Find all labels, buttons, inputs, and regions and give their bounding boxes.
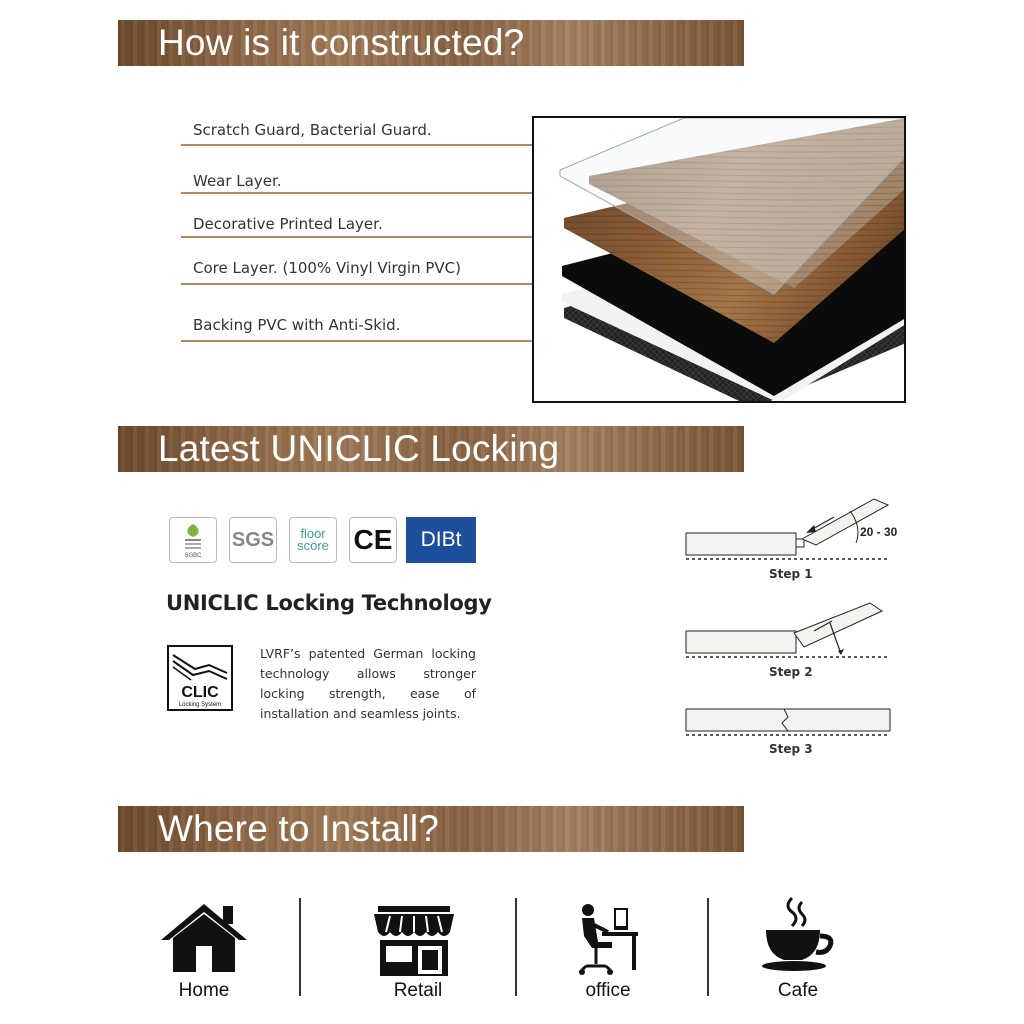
home-icon xyxy=(159,900,249,974)
layer-label-core: Core Layer. (100% Vinyl Virgin PVC) xyxy=(193,259,461,277)
uniclic-heading: UNICLIC Locking Technology xyxy=(166,591,492,615)
coffee-cup-icon xyxy=(758,896,838,974)
floorscore-line2: score xyxy=(297,538,329,553)
divider-2 xyxy=(515,898,517,996)
divider-1 xyxy=(299,898,301,996)
angle-label: 20 - 30 xyxy=(860,525,898,539)
layer-construction-diagram xyxy=(532,116,906,403)
section-banner-locking: Latest UNICLIC Locking Technology xyxy=(118,426,744,472)
floorscore-badge xyxy=(289,517,337,563)
clic-logo-text: CLIC xyxy=(181,684,219,701)
sgs-badge: SGS xyxy=(229,517,277,563)
office-desk-icon xyxy=(574,902,640,976)
section-banner-install: Where to Install? xyxy=(118,806,744,852)
clic-joint-icon xyxy=(169,647,231,709)
layer-label-scratch-guard: Scratch Guard, Bacterial Guard. xyxy=(193,121,432,139)
ce-mark-badge: CE xyxy=(349,517,397,563)
place-label-home: Home xyxy=(178,980,230,1001)
place-label-cafe: Cafe xyxy=(777,980,819,1001)
layer-stack-illustration xyxy=(534,118,904,401)
clic-locking-system-logo xyxy=(167,645,233,711)
leader-line-wear xyxy=(181,192,586,194)
locking-description: LVRF’s patented German locking technology allows stronger locking strength, ease of installation and seamless joints. xyxy=(260,646,476,721)
floorscore-line1: floor xyxy=(300,526,326,541)
step-1-label: Step 1 xyxy=(769,567,813,581)
place-label-office: office xyxy=(585,980,631,1001)
layer-label-wear: Wear Layer. xyxy=(193,172,282,190)
storefront-icon xyxy=(372,904,456,978)
place-label-retail: Retail xyxy=(393,980,443,1001)
layer-label-backing: Backing PVC with Anti-Skid. xyxy=(193,316,401,334)
leader-line-decorative xyxy=(181,236,586,238)
leaf-icon xyxy=(173,520,213,560)
dibt-badge: DIBt xyxy=(406,517,476,563)
clic-logo-subtext: Locking System xyxy=(178,702,222,708)
layer-label-decorative: Decorative Printed Layer. xyxy=(193,215,383,233)
step-2-label: Step 2 xyxy=(769,665,813,679)
divider-3 xyxy=(707,898,709,996)
sgbc-green-label-badge xyxy=(169,517,217,563)
step-3-label: Step 3 xyxy=(769,742,813,756)
sgbc-text: SGBC xyxy=(184,553,202,559)
section-banner-construction: How is it constructed? xyxy=(118,20,744,66)
